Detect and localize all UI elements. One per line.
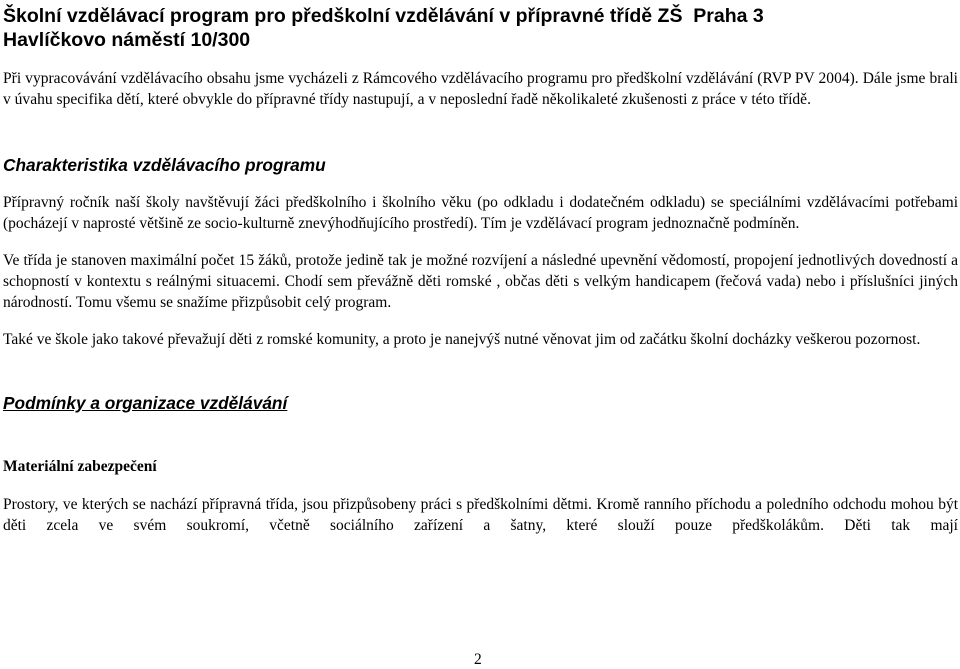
- document-page: [3, 0, 958, 536]
- section-heading-conditions: Podmínky a organizace vzdělávání: [3, 393, 288, 413]
- title-line-1: Školní vzdělávací program pro předškolní vzdělávání v přípravné třídě ZŠ Praha 3: [3, 5, 764, 27]
- characteristics-paragraph-2: Ve třída je stanoven maximální počet 15 žáků, protože jedině tak je možné rozvíjení a následné upevnění vědomostí, propojení jednotlivých dovedností a schopností v kontextu s reálnými situacemi. Chodí sem převážně děti romské , občas děti s velkým handicapem (řečová vada) nebo i příslušníci jiných národností. Tomu všemu se snažíme přizpůsobit celý program.: [3, 252, 958, 311]
- intro-paragraph: Při vypracovávání vzdělávacího obsahu jsme vycházeli z Rámcového vzdělávacího programu pro předškolní vzdělávání (RVP PV 2004). Dále jsme brali v úvahu specifika dětí, které obvykle do přípravné třídy nastupují, a v neposlední řadě několikaleté zkušenosti z práce v této třídě.: [3, 70, 958, 108]
- characteristics-paragraph-1: Přípravný ročník naší školy navštěvují žáci předškolního i školního věku (po odkladu i dodatečném odkladu) se speciálními vzdělávacími potřebami (pocházejí v naprosté většině ze socio-kulturně znevýhodňujícího prostředí). Tím je vzdělávací program jednoznačně podmíněn.: [3, 194, 958, 232]
- page-number: 2: [474, 651, 482, 668]
- material-support-paragraph: Prostory, ve kterých se nachází přípravná třída, jsou přizpůsobeny práci s předškolními dětmi. Kromě ranního příchodu a poledního odchodu mohou být děti zcela ve svém soukromí, včetně sociálního zařízení a šatny, které slouží pouze předškolákům. Děti tak mají: [3, 496, 958, 534]
- document-title: [3, 4, 958, 52]
- title-line-2: Havlíčkovo náměstí 10/300: [3, 29, 251, 51]
- subheading-material-support: Materiální zabezpečení: [3, 458, 157, 475]
- section-heading-characteristics: Charakteristika vzdělávacího programu: [3, 155, 326, 175]
- characteristics-paragraph-3: Také ve škole jako takové převažují děti z romské komunity, a proto je nanejvýš nutné věnovat jim od začátku školní docházky veškerou pozornost.: [3, 331, 921, 348]
